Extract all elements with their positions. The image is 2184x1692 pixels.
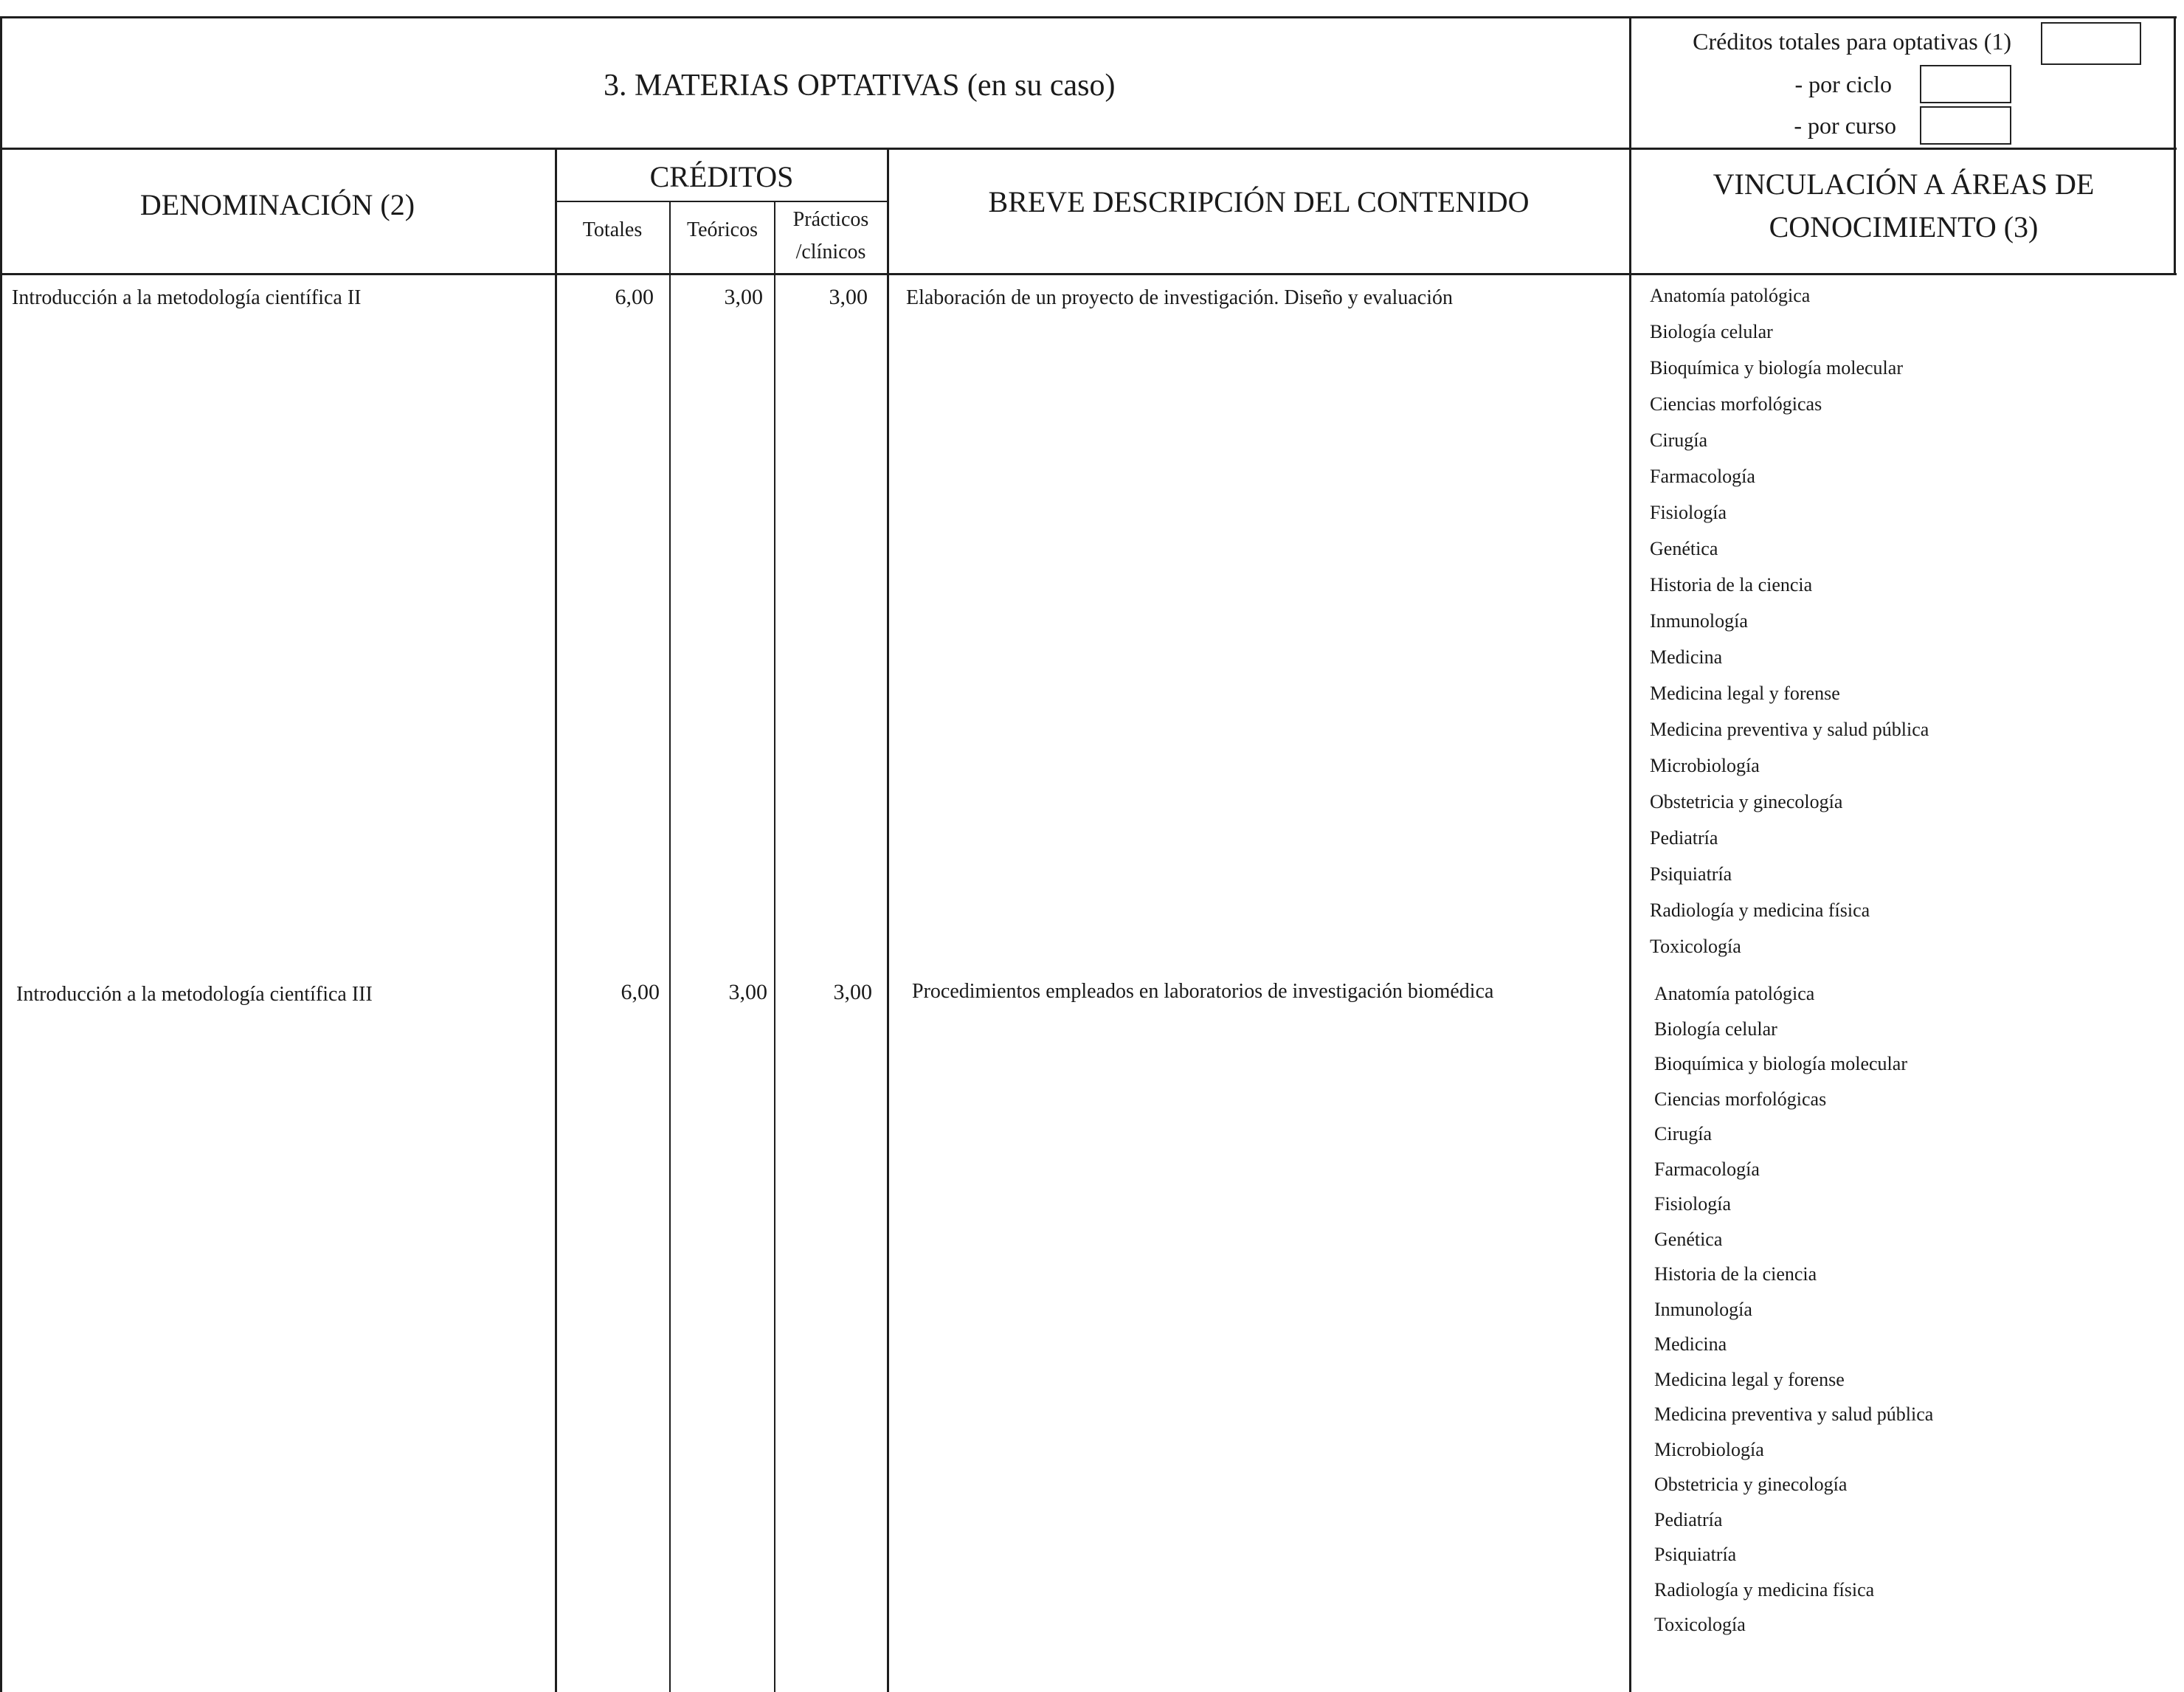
practical-header-line2: /clínicos [795, 241, 866, 263]
knowledge-area: Bioquímica y biología molecular [1650, 357, 1903, 379]
knowledge-area: Fisiología [1650, 502, 1727, 523]
content-description: Elaboración de un proyecto de investigación. Diseño y evaluación [906, 286, 1453, 309]
knowledge-area: Medicina preventiva y salud pública [1650, 719, 1929, 740]
per-course-box[interactable] [1920, 106, 2011, 145]
subject-name: Introducción a la metodología científica II [12, 286, 362, 309]
knowledge-area: Medicina legal y forense [1650, 683, 1840, 704]
credits-practical: 3,00 [833, 980, 872, 1004]
content-description: Procedimientos empleados en laboratorios de investigación biomédica [912, 980, 1494, 1003]
credits-total: 6,00 [615, 285, 654, 309]
knowledge-area: Biología celular [1650, 321, 1773, 342]
knowledge-area: Pediatría [1650, 827, 1718, 849]
totals-header: Totales [582, 218, 643, 241]
per-cycle-label: - por ciclo [1794, 71, 1892, 97]
knowledge-area: Obstetricia y ginecología [1654, 1474, 1848, 1495]
subject-name: Introducción a la metodología científica III [16, 983, 373, 1006]
knowledge-area: Inmunología [1650, 610, 1748, 632]
knowledge-area: Microbiología [1654, 1438, 1764, 1460]
description-header: BREVE DESCRIPCIÓN DEL CONTENIDO [988, 185, 1530, 218]
col-sep-theoretical [774, 201, 775, 1692]
per-cycle-box[interactable] [1920, 65, 2011, 103]
credits-theoretical: 3,00 [728, 980, 767, 1004]
credits-header: CRÉDITOS [649, 160, 794, 193]
knowledge-area: Psiquiatría [1650, 863, 1732, 885]
per-course-label: - por curso [1794, 112, 1896, 139]
knowledge-area: Toxicología [1654, 1614, 1746, 1635]
knowledge-area: Medicina legal y forense [1654, 1368, 1845, 1390]
total-credits-label: Créditos totales para optativas (1) [1693, 28, 2011, 55]
knowledge-area: Farmacología [1650, 466, 1755, 487]
knowledge-area: Fisiología [1654, 1193, 1732, 1215]
knowledge-area: Psiquiatría [1654, 1544, 1737, 1565]
knowledge-area: Cirugía [1650, 429, 1707, 451]
knowledge-area: Cirugía [1654, 1123, 1712, 1144]
knowledge-area: Radiología y medicina física [1654, 1578, 1875, 1601]
knowledge-area: Microbiología [1650, 755, 1760, 776]
areas-header-line2: CONOCIMIENTO (3) [1769, 210, 2039, 244]
knowledge-area: Biología celular [1654, 1018, 1777, 1040]
knowledge-area: Ciencias morfológicas [1650, 393, 1822, 415]
knowledge-area: Historia de la ciencia [1654, 1263, 1817, 1285]
knowledge-area: Medicina [1650, 646, 1723, 668]
frame-left-line [0, 16, 2, 1692]
knowledge-area: Inmunología [1654, 1298, 1752, 1320]
section-title: 3. MATERIAS OPTATIVAS (en su caso) [604, 69, 1116, 103]
knowledge-area: Farmacología [1654, 1158, 1760, 1180]
col-sep-denomination [555, 148, 557, 1692]
col-sep-description [1629, 16, 1631, 1692]
total-credits-box[interactable] [2041, 22, 2141, 65]
knowledge-area: Medicina preventiva y salud pública [1654, 1403, 1934, 1425]
header-divider-line [0, 148, 2177, 150]
knowledge-area: Bioquímica y biología molecular [1654, 1053, 1907, 1074]
knowledge-area: Medicina [1654, 1333, 1727, 1355]
knowledge-area: Anatomía patológica [1654, 983, 1815, 1004]
credits-subheader-line [555, 201, 888, 202]
knowledge-area: Anatomía patológica [1650, 285, 1811, 306]
knowledge-area: Obstetricia y ginecología [1650, 791, 1843, 812]
credits-theoretical: 3,00 [724, 285, 763, 309]
areas-header-line1: VINCULACIÓN A ÁREAS DE [1713, 168, 2095, 201]
frame-top-line [0, 16, 2177, 18]
col-sep-credits [887, 148, 889, 1692]
theoretical-header: Teóricos [686, 218, 758, 241]
knowledge-area: Historia de la ciencia [1650, 574, 1813, 595]
col-sep-totals [669, 201, 671, 1692]
knowledge-area: Pediatría [1654, 1508, 1723, 1530]
knowledge-area: Ciencias morfológicas [1654, 1088, 1827, 1110]
knowledge-area: Genética [1654, 1228, 1723, 1250]
practical-header-line1: Prácticos [792, 208, 869, 231]
column-header-bottom-line [0, 273, 2177, 275]
credits-total: 6,00 [621, 980, 660, 1004]
knowledge-area: Toxicología [1650, 936, 1741, 957]
credits-practical: 3,00 [829, 285, 868, 309]
knowledge-area: Genética [1650, 538, 1718, 559]
knowledge-area: Radiología y medicina física [1650, 899, 1870, 921]
denomination-header: DENOMINACIÓN (2) [139, 188, 415, 221]
